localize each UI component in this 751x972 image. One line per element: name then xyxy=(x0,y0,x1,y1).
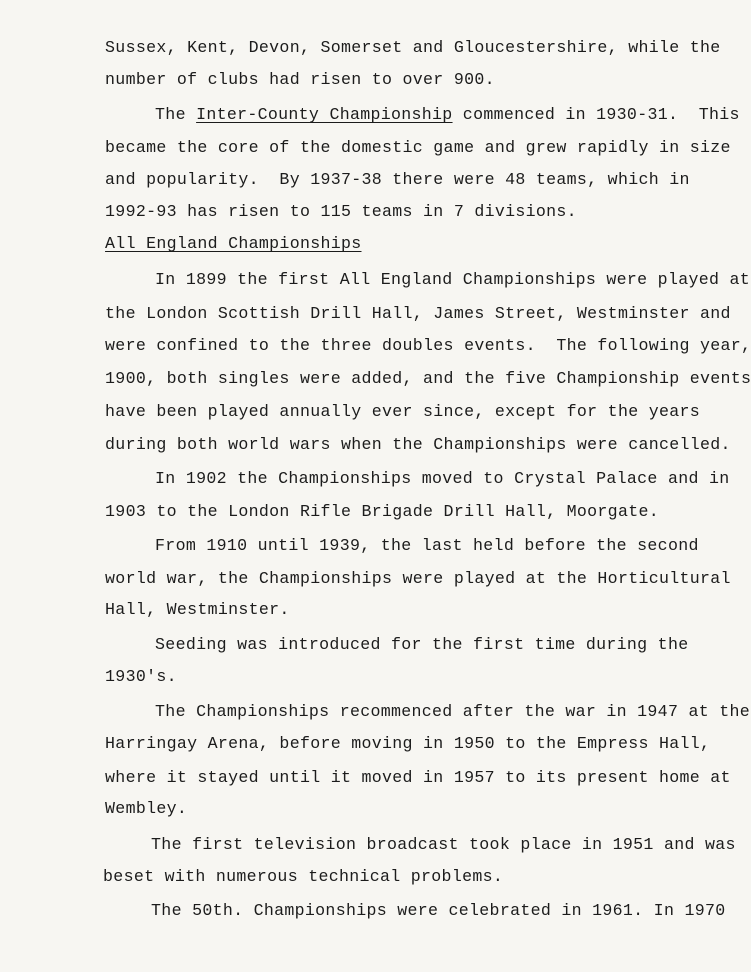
line-text: 1900, both singles were added, and the five Championship events xyxy=(105,369,751,388)
line-text: Harringay Arena, before moving in 1950 to the Empress Hall, xyxy=(105,734,711,753)
line-text: the London Scottish Drill Hall, James Street, Westminster and xyxy=(105,304,731,323)
text-line xyxy=(114,615,688,675)
line-text: and popularity. By 1937-38 there were 48 teams, which in xyxy=(105,170,690,189)
line-text: beset with numerous technical problems. xyxy=(103,867,504,886)
line-text: 1930's. xyxy=(105,667,177,686)
line-text: Sussex, Kent, Devon, Somerset and Gloucestershire, while the xyxy=(105,38,721,57)
line-text: From 1910 until 1939, the last held before the second xyxy=(155,536,699,555)
line-text: world war, the Championships were played at the Horticultural xyxy=(105,569,731,588)
line-text: The 50th. Championships were celebrated in 1961. In 1970 xyxy=(151,901,726,920)
line-text: number of clubs had risen to over 900. xyxy=(105,70,495,89)
line-text: In 1899 the first All England Championships were played at xyxy=(155,270,751,289)
line-text: where it stayed until it moved in 1957 to its present home at xyxy=(105,768,731,787)
line-text: The first television broadcast took place in 1951 and was xyxy=(151,835,736,854)
line-text: Seeding was introduced for the first time during the xyxy=(155,635,689,654)
line-text: The xyxy=(155,105,197,124)
line-text: commenced in 1930-31. This xyxy=(452,105,740,124)
line-text: have been played annually ever since, except for the years xyxy=(105,402,701,421)
line-text: during both world wars when the Championships were cancelled. xyxy=(105,435,731,454)
inter-county-championship-underlined: Inter-County Championship xyxy=(196,105,453,124)
line-text: Hall, Westminster. xyxy=(105,600,290,619)
line-text: In 1902 the Championships moved to Crystal Palace and in xyxy=(155,469,730,488)
line-text: The Championships recommenced after the war in 1947 at the xyxy=(155,702,751,721)
line-text: were confined to the three doubles events. The following year, xyxy=(105,336,751,355)
line-text: Wembley. xyxy=(105,799,188,818)
line-text: 1903 to the London Rifle Brigade Drill Hall, Moorgate. xyxy=(105,502,659,521)
text-line xyxy=(110,881,726,941)
section-heading-text: All England Championships xyxy=(105,234,362,253)
line-text: 1992-93 has risen to 115 teams in 7 divisions. xyxy=(105,202,577,221)
line-text: became the core of the domestic game and grew rapidly in size xyxy=(105,138,731,157)
